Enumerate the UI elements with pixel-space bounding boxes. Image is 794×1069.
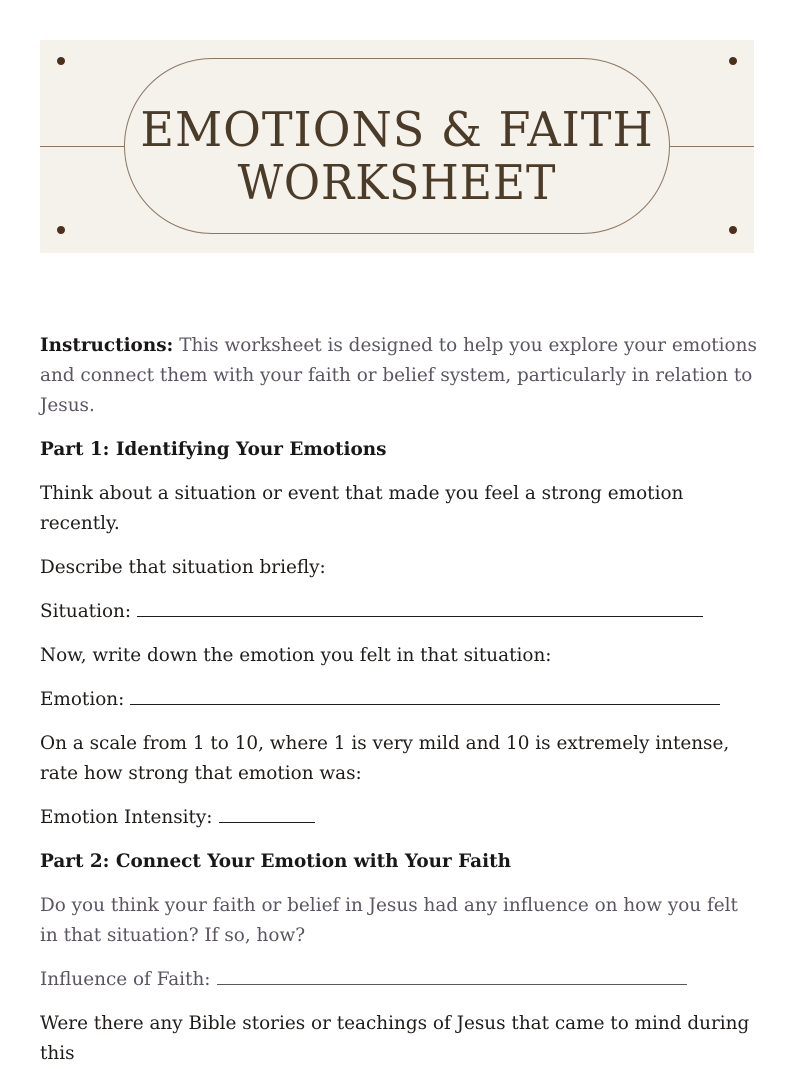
part2-heading: Part 2: Connect Your Emotion with Your Faith xyxy=(40,851,511,872)
situation-field-row xyxy=(40,597,760,627)
header-banner xyxy=(40,40,754,253)
corner-dot-icon xyxy=(729,57,737,65)
intensity-answer-line[interactable] xyxy=(219,821,315,823)
situation-answer-line[interactable] xyxy=(137,615,703,617)
situation-label: Situation: xyxy=(40,601,132,622)
header-rule-left xyxy=(40,146,126,147)
instructions-paragraph xyxy=(40,331,763,421)
emotion-label: Emotion: xyxy=(40,689,125,710)
part2-prompt-bible: Were there any Bible stories or teachings of Jesus that came to mind during this xyxy=(40,1013,756,1064)
instructions-label: Instructions: xyxy=(40,335,174,356)
title-frame xyxy=(124,58,670,234)
part1-prompt-describe: Describe that situation briefly: xyxy=(40,557,326,578)
page-title-line-2: WORKSHEET xyxy=(237,155,557,211)
worksheet-body xyxy=(40,331,763,1069)
part1-heading: Part 1: Identifying Your Emotions xyxy=(40,439,387,460)
header-rule-right xyxy=(670,146,754,147)
emotion-answer-line[interactable] xyxy=(130,703,720,705)
part1-prompt-scale: On a scale from 1 to 10, where 1 is very mild and 10 is extremely intense, rate how strong that emotion was: xyxy=(40,733,736,784)
influence-answer-line[interactable] xyxy=(217,983,687,985)
part2-prompt-influence: Do you think your faith or belief in Jesus had any influence on how you felt in that situation? If so, how? xyxy=(40,895,744,946)
intensity-label: Emotion Intensity: xyxy=(40,807,213,828)
emotion-field-row xyxy=(40,685,760,715)
corner-dot-icon xyxy=(57,57,65,65)
instructions-text: This worksheet is designed to help you explore your emotions and connect them with your faith or belief system, particularly in relation to Jesus. xyxy=(40,335,763,416)
corner-dot-icon xyxy=(57,226,65,234)
page-title-line-1: EMOTIONS & FAITH xyxy=(140,102,654,158)
influence-field-row xyxy=(40,965,760,995)
corner-dot-icon xyxy=(729,226,737,234)
part1-prompt-situation: Think about a situation or event that made you feel a strong emotion recently. xyxy=(40,483,690,534)
intensity-field-row xyxy=(40,803,760,833)
influence-label: Influence of Faith: xyxy=(40,969,211,990)
part1-prompt-emotion: Now, write down the emotion you felt in that situation: xyxy=(40,645,552,666)
